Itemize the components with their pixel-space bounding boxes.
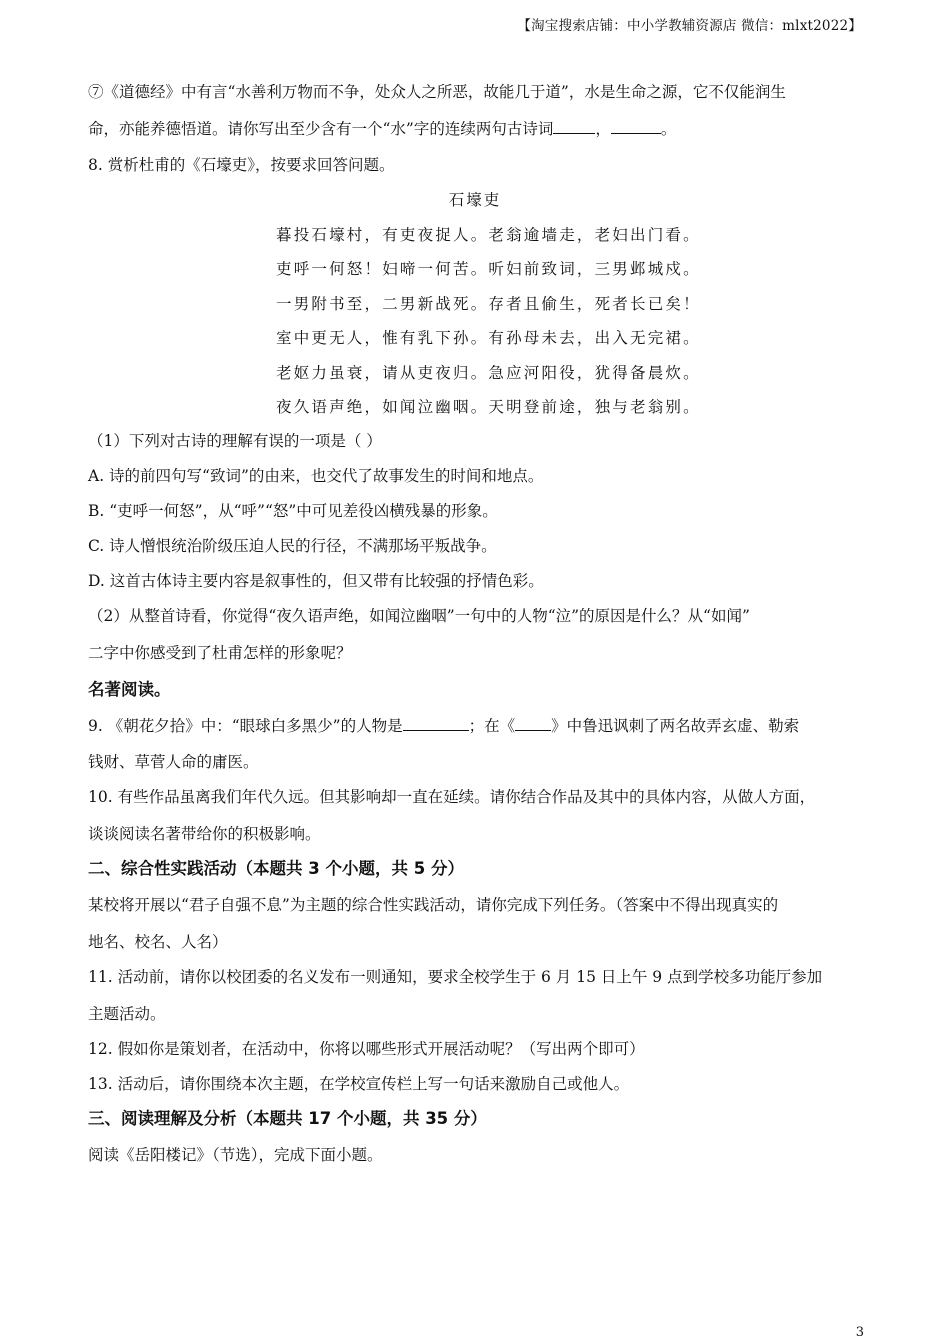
poem-line-3: 一男附书至，二男新战死。存者且偷生，死者长已矣！ — [276, 295, 701, 313]
q8-option-b: B. “吏呼一何怒”，从“呼”“怒”中可见差役凶横残暴的形象。 — [88, 502, 498, 520]
q11-line1: 11. 活动前，请你以校团委的名义发布一则通知，要求全校学生于 6 月 15 日上午 9 点到学校多功能厅参加 — [88, 968, 823, 986]
q8-option-a: A. 诗的前四句写“致词”的由来，也交代了故事发生的时间和地点。 — [88, 467, 544, 485]
section3-intro: 阅读《岳阳楼记》（节选），完成下面小题。 — [88, 1146, 383, 1164]
q10-line1: 10. 有些作品虽离我们年代久远。但其影响却一直在延续。请你结合作品及其中的具体内容，从做人方面， — [88, 788, 816, 806]
poem-line-6: 夜久语声绝，如闻泣幽咽。天明登前途，独与老翁别。 — [276, 398, 701, 416]
q10-line2: 谈谈阅读名著带给你的积极影响。 — [88, 825, 321, 843]
q9-line1 — [88, 715, 799, 736]
q9-answer-blank-2 — [515, 715, 551, 731]
q8-sub2-line2: 二字中你感受到了杜甫怎样的形象呢？ — [88, 644, 352, 662]
section2-intro-line1: 某校将开展以“君子自强不息”为主题的综合性实践活动，请你完成下列任务。（答案中不得出现真实的 — [88, 896, 779, 914]
q9-text-b: ；在《 — [468, 717, 516, 735]
section-mingzhu-heading: 名著阅读。 — [88, 680, 171, 699]
q8-option-d: D. 这首古体诗主要内容是叙事性的，但又带有比较强的抒情色彩。 — [88, 572, 544, 590]
q7-line2 — [88, 118, 676, 139]
q7-answer-blank-1 — [553, 118, 595, 134]
q7-answer-blank-2 — [611, 118, 661, 134]
q7-comma: ， — [595, 120, 611, 138]
page-header: 【淘宝搜索店铺：中小学教辅资源店 微信：mlxt2022】 — [517, 18, 862, 34]
q9-answer-blank-1 — [403, 715, 469, 731]
poem-line-4: 室中更无人，惟有乳下孙。有孙母未去，出入无完裙。 — [276, 329, 701, 347]
q8-option-c: C. 诗人憎恨统治阶级压迫人民的行径，不满那场平叛战争。 — [88, 537, 497, 555]
q9-text-c: 》中鲁迅讽刺了两名故弄玄虚、勒索 — [551, 717, 800, 735]
q7-line2-text: 命，亦能养德悟道。请你写出至少含有一个“水”字的连续两句古诗词 — [88, 120, 554, 138]
poem-line-2: 吏呼一何怒！妇啼一何苦。听妇前致词，三男邺城戍。 — [276, 260, 701, 278]
section2-intro-line2: 地名、校名、人名） — [88, 933, 228, 951]
section2-heading: 二、综合性实践活动（本题共 3 个小题，共 5 分） — [88, 859, 464, 878]
poem-title: 石壕吏 — [448, 191, 502, 209]
q8-sub1: （1）下列对古诗的理解有误的一项是（ ） — [88, 432, 382, 450]
page-number: 3 — [855, 1325, 864, 1340]
poem-line-1: 暮投石壕村，有吏夜捉人。老翁逾墙走，老妇出门看。 — [276, 226, 701, 244]
q8-sub2-line1: （2）从整首诗看，你觉得“夜久语声绝，如闻泣幽咽”一句中的人物“泣”的原因是什么？从“如闻” — [88, 607, 750, 625]
q7-period: 。 — [660, 120, 677, 138]
q8-title: 8. 赏析杜甫的《石壕吏》，按要求回答问题。 — [88, 156, 395, 174]
poem-line-5: 老妪力虽衰，请从吏夜归。急应河阳役，犹得备晨炊。 — [276, 364, 701, 382]
q9-text-a: 9. 《朝花夕拾》中：“眼球白多黑少”的人物是 — [88, 717, 403, 735]
section3-heading: 三、阅读理解及分析（本题共 17 个小题，共 35 分） — [88, 1109, 487, 1128]
q13: 13. 活动后，请你围绕本次主题，在学校宣传栏上写一句话来激励自己或他人。 — [88, 1075, 630, 1093]
q7-line1: ⑦《道德经》中有言“水善利万物而不争，处众人之所恶，故能几于道”，水是生命之源，它不仅能润生 — [88, 83, 786, 101]
q12: 12. 假如你是策划者，在活动中，你将以哪些形式开展活动呢？（写出两个即可） — [88, 1040, 645, 1058]
q9-line2: 钱财、草菅人命的庸医。 — [88, 753, 259, 771]
q11-line2: 主题活动。 — [88, 1005, 166, 1023]
